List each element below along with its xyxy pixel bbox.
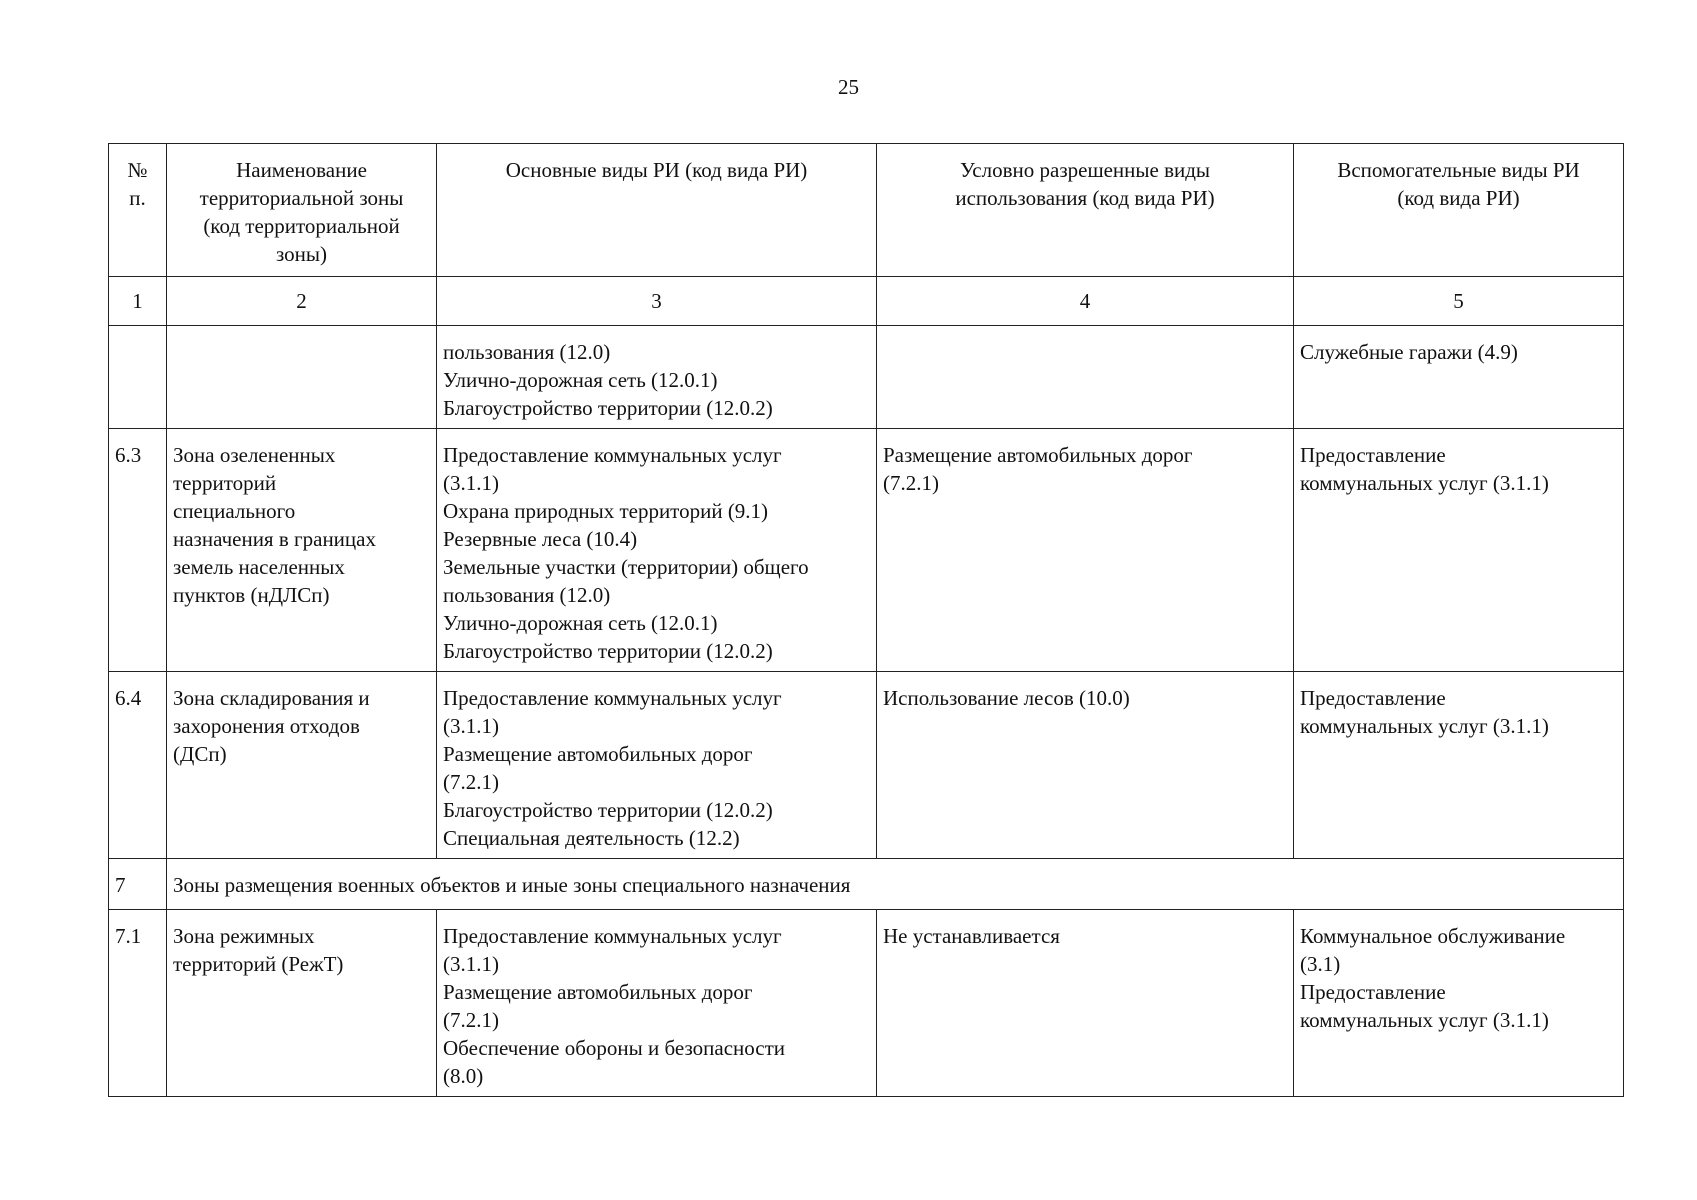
auxiliary-uses-cell — [1294, 326, 1624, 429]
header-auxiliary-uses — [1294, 144, 1624, 277]
cell-line: зоны) — [275, 242, 327, 266]
table-row — [109, 672, 1624, 859]
cell-line: (3.1.1) — [443, 952, 499, 976]
cell-line: Резервные леса (10.4) — [443, 527, 638, 551]
page-number: 25 — [838, 75, 859, 99]
auxiliary-uses-cell — [1294, 429, 1624, 672]
cell-line: (код вида РИ) — [1397, 186, 1520, 210]
cell-line: Размещение автомобильных дорог — [443, 742, 753, 766]
cell-line: Размещение автомобильных дорог — [443, 980, 753, 1004]
cell-line: Благоустройство территории (12.0.2) — [443, 639, 773, 663]
column-number: 3 — [437, 277, 877, 326]
zones-table — [108, 143, 1624, 1097]
column-number: 2 — [167, 277, 437, 326]
cell-line: коммунальных услуг (3.1.1) — [1300, 714, 1549, 738]
row-number — [109, 326, 167, 429]
zone-name-cell — [167, 910, 437, 1097]
main-uses-cell — [437, 672, 877, 859]
column-number: 5 — [1294, 277, 1624, 326]
cell-line: (ДСп) — [173, 742, 227, 766]
conditional-uses-cell — [877, 672, 1294, 859]
cell-line: Охрана природных территорий (9.1) — [443, 499, 769, 523]
cell-line: № — [127, 158, 148, 182]
header-main-uses — [437, 144, 877, 277]
cell-line: (3.1) — [1300, 952, 1341, 976]
table-row — [109, 429, 1624, 672]
cell-line: (3.1.1) — [443, 471, 499, 495]
cell-line: территориальной зоны — [199, 186, 404, 210]
cell-line: Зона режимных — [173, 924, 315, 948]
cell-line: (7.2.1) — [883, 471, 939, 495]
cell-line: (8.0) — [443, 1064, 484, 1088]
auxiliary-uses-cell — [1294, 910, 1624, 1097]
cell-line: Не устанавливается — [883, 924, 1060, 948]
cell-line: использования (код вида РИ) — [955, 186, 1215, 210]
cell-line: захоронения отходов — [173, 714, 360, 738]
conditional-uses-cell — [877, 326, 1294, 429]
row-number: 6.4 — [109, 672, 167, 859]
header-row — [109, 144, 1624, 277]
cell-line: Служебные гаражи (4.9) — [1300, 340, 1518, 364]
cell-line: пользования (12.0) — [443, 583, 611, 607]
cell-line: (3.1.1) — [443, 714, 499, 738]
row-number: 7 — [109, 859, 167, 910]
conditional-uses-cell — [877, 910, 1294, 1097]
table-row — [109, 326, 1624, 429]
cell-line: назначения в границах — [173, 527, 376, 551]
row-number: 6.3 — [109, 429, 167, 672]
cell-line: специального — [173, 499, 296, 523]
cell-line: Предоставление — [1300, 980, 1446, 1004]
cell-line: (7.2.1) — [443, 1008, 499, 1032]
cell-line: территорий — [173, 471, 277, 495]
column-number: 4 — [877, 277, 1294, 326]
cell-line: земель населенных — [173, 555, 345, 579]
main-uses-cell — [437, 326, 877, 429]
cell-line: Благоустройство территории (12.0.2) — [443, 798, 773, 822]
cell-line: (код территориальной — [203, 214, 400, 238]
cell-line: Улично-дорожная сеть (12.0.1) — [443, 368, 718, 392]
cell-line: Предоставление коммунальных услуг — [443, 443, 782, 467]
cell-line: Предоставление коммунальных услуг — [443, 686, 782, 710]
cell-line: территорий (РежТ) — [173, 952, 344, 976]
section-title: Зоны размещения военных объектов и иные зоны специального назначения — [167, 859, 1624, 910]
cell-line: Благоустройство территории (12.0.2) — [443, 396, 773, 420]
zone-name-cell — [167, 326, 437, 429]
table-row — [109, 910, 1624, 1097]
cell-line: Обеспечение обороны и безопасности — [443, 1036, 786, 1060]
header-number — [109, 144, 167, 277]
cell-line: Использование лесов (10.0) — [883, 686, 1130, 710]
column-number-row — [109, 277, 1624, 326]
cell-line: Зона складирования и — [173, 686, 370, 710]
cell-line: (7.2.1) — [443, 770, 499, 794]
cell-line: Зона озелененных — [173, 443, 336, 467]
cell-line: Предоставление коммунальных услуг — [443, 924, 782, 948]
auxiliary-uses-cell — [1294, 672, 1624, 859]
cell-line: Предоставление — [1300, 686, 1446, 710]
cell-line: пунктов (нДЛСп) — [173, 583, 330, 607]
header-zone-name — [167, 144, 437, 277]
cell-line: Специальная деятельность (12.2) — [443, 826, 740, 850]
cell-line: Земельные участки (территории) общего — [443, 555, 809, 579]
zone-name-cell — [167, 672, 437, 859]
cell-line: коммунальных услуг (3.1.1) — [1300, 471, 1549, 495]
cell-line: Улично-дорожная сеть (12.0.1) — [443, 611, 718, 635]
section-row — [109, 859, 1624, 910]
row-number: 7.1 — [109, 910, 167, 1097]
cell-line: коммунальных услуг (3.1.1) — [1300, 1008, 1549, 1032]
column-number: 1 — [109, 277, 167, 326]
zone-name-cell — [167, 429, 437, 672]
cell-line: п. — [129, 186, 146, 210]
main-uses-cell — [437, 910, 877, 1097]
cell-line: Условно разрешенные виды — [959, 158, 1211, 182]
cell-line: Размещение автомобильных дорог — [883, 443, 1193, 467]
main-uses-cell — [437, 429, 877, 672]
cell-line: Предоставление — [1300, 443, 1446, 467]
cell-line: пользования (12.0) — [443, 340, 611, 364]
cell-line: Вспомогательные виды РИ — [1337, 158, 1580, 182]
cell-line: Наименование — [236, 158, 367, 182]
conditional-uses-cell — [877, 429, 1294, 672]
cell-line: Основные виды РИ (код вида РИ) — [505, 158, 808, 182]
header-conditional-uses — [877, 144, 1294, 277]
cell-line: Коммунальное обслуживание — [1300, 924, 1566, 948]
